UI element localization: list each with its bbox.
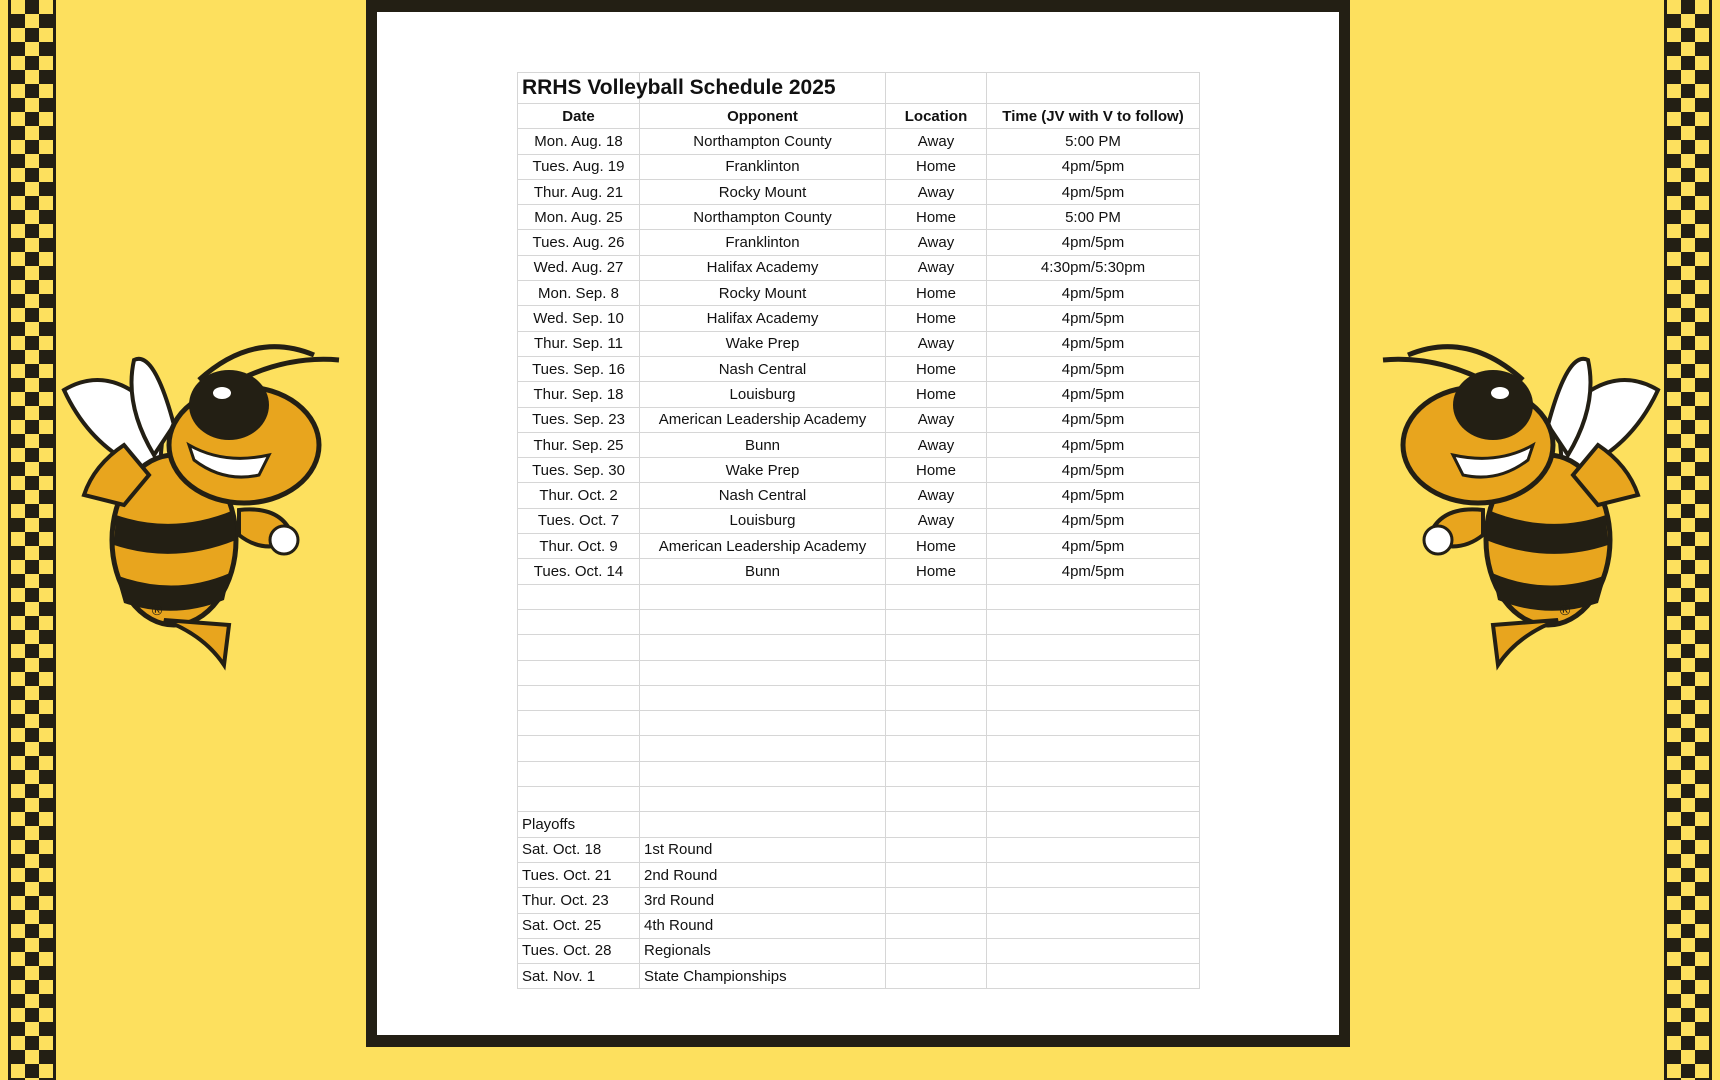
game-opponent: Bunn <box>640 559 886 584</box>
game-opponent: American Leadership Academy <box>640 534 886 559</box>
game-date: Tues. Sep. 30 <box>518 458 640 483</box>
game-date: Tues. Aug. 19 <box>518 154 640 179</box>
playoff-date: Tues. Oct. 21 <box>518 862 640 887</box>
game-time: 4pm/5pm <box>987 179 1200 204</box>
game-time: 4pm/5pm <box>987 356 1200 381</box>
header-date: Date <box>518 104 640 129</box>
game-location: Away <box>886 432 987 457</box>
game-time: 4pm/5pm <box>987 331 1200 356</box>
game-time: 4pm/5pm <box>987 407 1200 432</box>
yellow-jacket-mascot-icon <box>54 335 364 695</box>
game-time: 4pm/5pm <box>987 534 1200 559</box>
game-location: Away <box>886 331 987 356</box>
game-time: 4pm/5pm <box>987 382 1200 407</box>
game-time: 4pm/5pm <box>987 432 1200 457</box>
playoff-round: 4th Round <box>640 913 886 938</box>
playoff-row <box>518 862 1200 887</box>
playoff-row <box>518 888 1200 913</box>
header-location: Location <box>886 104 987 129</box>
game-date: Thur. Sep. 11 <box>518 331 640 356</box>
game-opponent: Louisburg <box>640 382 886 407</box>
header-opponent: Opponent <box>640 104 886 129</box>
game-time: 4pm/5pm <box>987 508 1200 533</box>
table-row <box>518 483 1200 508</box>
game-opponent: Wake Prep <box>640 331 886 356</box>
game-opponent: Northampton County <box>640 205 886 230</box>
game-location: Home <box>886 154 987 179</box>
empty-row <box>518 685 1200 710</box>
header-row <box>518 104 1200 129</box>
playoffs-label-row <box>518 812 1200 837</box>
game-location: Away <box>886 179 987 204</box>
playoff-row <box>518 913 1200 938</box>
game-opponent: Bunn <box>640 432 886 457</box>
game-opponent: Halifax Academy <box>640 255 886 280</box>
game-time: 4:30pm/5:30pm <box>987 255 1200 280</box>
table-row <box>518 382 1200 407</box>
game-location: Home <box>886 306 987 331</box>
game-time: 5:00 PM <box>987 129 1200 154</box>
game-location: Away <box>886 129 987 154</box>
yellow-jacket-mascot-icon <box>1358 335 1668 695</box>
playoff-round: Regionals <box>640 938 886 963</box>
game-date: Tues. Oct. 14 <box>518 559 640 584</box>
game-location: Home <box>886 281 987 306</box>
game-date: Tues. Aug. 26 <box>518 230 640 255</box>
empty-row <box>518 660 1200 685</box>
game-time: 5:00 PM <box>987 205 1200 230</box>
game-location: Home <box>886 382 987 407</box>
game-time: 4pm/5pm <box>987 281 1200 306</box>
playoff-round: 3rd Round <box>640 888 886 913</box>
empty-row <box>518 609 1200 634</box>
table-row <box>518 331 1200 356</box>
playoff-round: 1st Round <box>640 837 886 862</box>
game-date: Thur. Oct. 2 <box>518 483 640 508</box>
game-date: Thur. Oct. 9 <box>518 534 640 559</box>
game-opponent: Nash Central <box>640 483 886 508</box>
game-location: Away <box>886 230 987 255</box>
diamond-border-left <box>8 0 56 1080</box>
game-time: 4pm/5pm <box>987 154 1200 179</box>
table-row <box>518 534 1200 559</box>
game-location: Home <box>886 458 987 483</box>
game-opponent: Rocky Mount <box>640 179 886 204</box>
game-time: 4pm/5pm <box>987 559 1200 584</box>
game-date: Thur. Sep. 25 <box>518 432 640 457</box>
game-date: Wed. Aug. 27 <box>518 255 640 280</box>
playoff-date: Sat. Oct. 25 <box>518 913 640 938</box>
game-opponent: Northampton County <box>640 129 886 154</box>
game-location: Away <box>886 407 987 432</box>
playoff-row <box>518 964 1200 989</box>
game-opponent: Franklinton <box>640 154 886 179</box>
game-location: Away <box>886 508 987 533</box>
game-date: Mon. Aug. 25 <box>518 205 640 230</box>
title-row <box>518 73 1200 104</box>
game-location: Away <box>886 483 987 508</box>
game-opponent: Rocky Mount <box>640 281 886 306</box>
diamond-border-right <box>1664 0 1712 1080</box>
game-date: Mon. Sep. 8 <box>518 281 640 306</box>
empty-row <box>518 635 1200 660</box>
playoff-round: State Championships <box>640 964 886 989</box>
table-row <box>518 255 1200 280</box>
game-date: Tues. Sep. 23 <box>518 407 640 432</box>
table-row <box>518 205 1200 230</box>
table-row <box>518 129 1200 154</box>
game-date: Wed. Sep. 10 <box>518 306 640 331</box>
header-time: Time (JV with V to follow) <box>987 104 1200 129</box>
game-time: 4pm/5pm <box>987 483 1200 508</box>
game-time: 4pm/5pm <box>987 230 1200 255</box>
table-row <box>518 508 1200 533</box>
table-row <box>518 356 1200 381</box>
game-location: Away <box>886 255 987 280</box>
table-row <box>518 179 1200 204</box>
table-row <box>518 559 1200 584</box>
game-location: Home <box>886 559 987 584</box>
game-opponent: Nash Central <box>640 356 886 381</box>
game-location: Home <box>886 205 987 230</box>
game-date: Tues. Sep. 16 <box>518 356 640 381</box>
table-row <box>518 306 1200 331</box>
registered-mark: ® <box>1558 603 1572 619</box>
schedule-table <box>517 72 1200 989</box>
playoff-round: 2nd Round <box>640 862 886 887</box>
game-date: Thur. Sep. 18 <box>518 382 640 407</box>
schedule-title: RRHS Volleyball Schedule 2025 <box>518 73 640 104</box>
table-row <box>518 407 1200 432</box>
empty-row <box>518 761 1200 786</box>
game-date: Mon. Aug. 18 <box>518 129 640 154</box>
table-row <box>518 432 1200 457</box>
playoff-date: Tues. Oct. 28 <box>518 938 640 963</box>
empty-row <box>518 736 1200 761</box>
game-time: 4pm/5pm <box>987 306 1200 331</box>
table-row <box>518 281 1200 306</box>
game-time: 4pm/5pm <box>987 458 1200 483</box>
game-location: Home <box>886 356 987 381</box>
game-opponent: Wake Prep <box>640 458 886 483</box>
playoff-row <box>518 837 1200 862</box>
playoff-row <box>518 938 1200 963</box>
game-date: Tues. Oct. 7 <box>518 508 640 533</box>
game-opponent: American Leadership Academy <box>640 407 886 432</box>
game-opponent: Louisburg <box>640 508 886 533</box>
playoff-date: Thur. Oct. 23 <box>518 888 640 913</box>
game-opponent: Franklinton <box>640 230 886 255</box>
table-row <box>518 458 1200 483</box>
playoff-date: Sat. Oct. 18 <box>518 837 640 862</box>
game-date: Thur. Aug. 21 <box>518 179 640 204</box>
empty-row <box>518 711 1200 736</box>
table-row <box>518 154 1200 179</box>
empty-row <box>518 584 1200 609</box>
playoffs-label: Playoffs <box>518 812 640 837</box>
playoff-date: Sat. Nov. 1 <box>518 964 640 989</box>
empty-row <box>518 787 1200 812</box>
registered-mark: ® <box>150 603 164 619</box>
table-row <box>518 230 1200 255</box>
game-opponent: Halifax Academy <box>640 306 886 331</box>
game-location: Home <box>886 534 987 559</box>
